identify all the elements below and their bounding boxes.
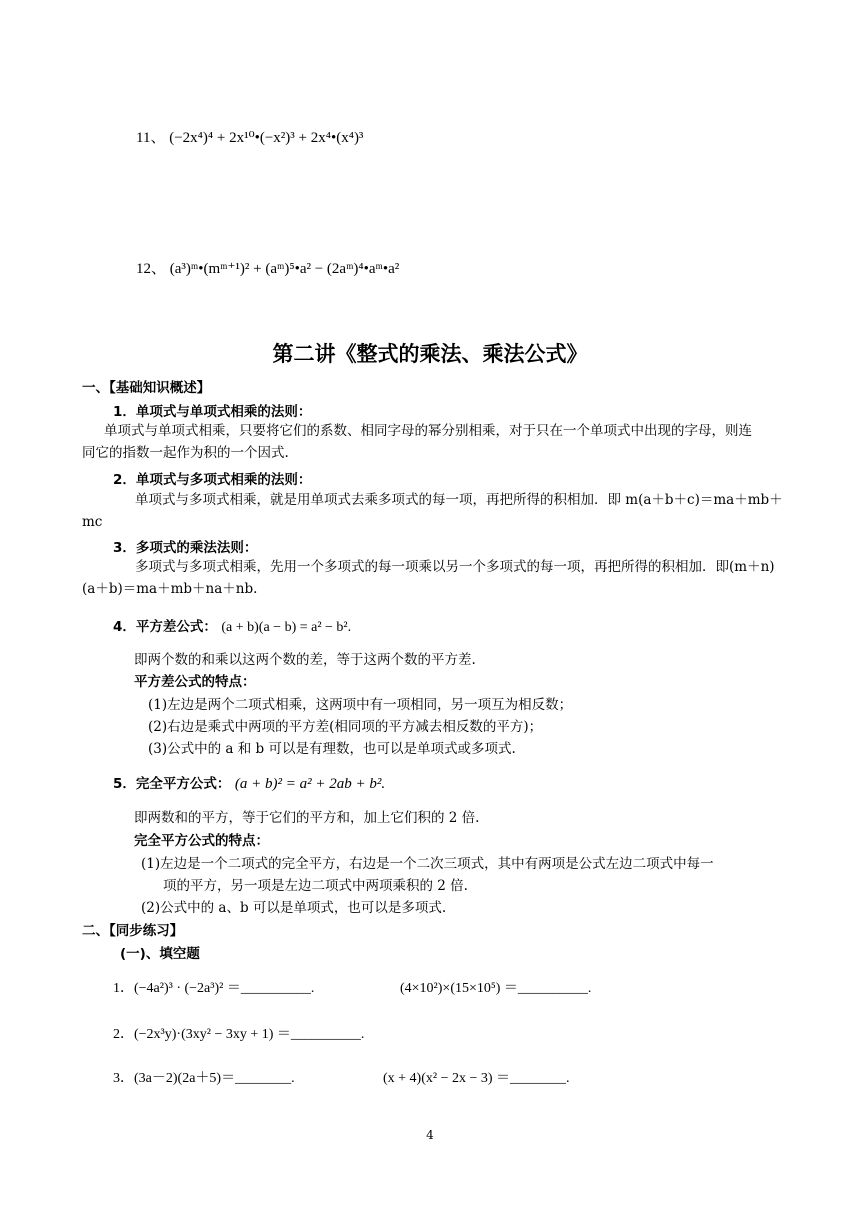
problem-11 <box>136 126 363 147</box>
item5-feat-heading: 完全平方公式的特点： <box>134 833 269 849</box>
perfect-square-formula: (a + b)² = a² + 2ab + b². <box>234 776 386 792</box>
problem-11-label: 11、 <box>136 130 166 146</box>
item5-feat2: (2)公式中的 a、b 可以是单项式，也可以是多项式. <box>141 900 447 916</box>
item1-text-content: 单项式与单项式相乘，只要将它们的系数、相同字母的幂分别相乘，对于只在一个单项式中出现的字母，则连同它的指数一起作为积的一个因式. <box>82 423 752 461</box>
difference-of-squares-formula: (a + b)(a − b) = a² − b². <box>221 620 352 635</box>
question-1b: (4×10²)×(15×10⁵) ＝__________. <box>400 981 592 996</box>
section1-heading: 一、【基础知识概述】 <box>82 380 211 396</box>
item4-desc: 即两个数的和乘以这两个数的差，等于这两个数的平方差. <box>134 652 476 668</box>
problem-12-expr: (a³)ᵐ•(mᵐ⁺¹)² + (aᵐ)⁵•a² − (2aᵐ)⁴•aᵐ•a² <box>169 261 400 277</box>
item3-heading: 3．多项式的乘法法则： <box>113 540 258 556</box>
item5-heading: 5．完全平方公式： <box>113 776 231 792</box>
problem-12-label: 12、 <box>136 261 167 277</box>
item5-feat1a: (1)左边是一个二项式的完全平方，右边是一个二次三项式，其中有两项是公式左边二项式中每一 <box>141 856 714 872</box>
item5-row <box>113 772 385 793</box>
item5-desc: 即两数和的平方，等于它们的平方和，加上它们积的 2 倍. <box>134 810 480 826</box>
item1-heading: 1．单项式与单项式相乘的法则： <box>113 404 312 420</box>
item3-text <box>82 556 784 600</box>
item2-text <box>82 489 784 533</box>
question-2: 2．(−2x³y)·(3xy² − 3xy + 1) ＝__________. <box>113 1027 365 1042</box>
section2-sub: (一)、填空题 <box>120 946 200 962</box>
question-3b: (x + 4)(x² − 2x − 3) ＝________. <box>383 1071 570 1086</box>
item4-heading: 4．平方差公式： <box>113 619 217 635</box>
problem-11-expr: (−2x⁴)⁴ + 2x¹⁰•(−x²)³ + 2x⁴•(x⁴)³ <box>169 130 364 146</box>
page-number: 4 <box>426 1128 434 1142</box>
item4-feat3: (3)公式中的 a 和 b 可以是有理数，也可以是单项式或多项式. <box>148 741 516 757</box>
item1-text <box>82 420 752 464</box>
item2-heading: 2．单项式与多项式相乘的法则： <box>113 472 312 488</box>
item5-feat1b: 项的平方，另一项是左边二项式中两项乘积的 2 倍. <box>163 878 468 894</box>
item4-row <box>113 615 351 636</box>
lecture-title: 第二讲《整式的乘法、乘法公式》 <box>272 342 588 366</box>
item2-text-content: 单项式与多项式相乘，就是用单项式去乘多项式的每一项，再把所得的积相加．即 m(a＋b＋c)＝ma＋mb＋mc <box>82 492 783 530</box>
section2-heading: 二、【同步练习】 <box>82 923 184 939</box>
item3-text-content: 多项式与多项式相乘，先用一个多项式的每一项乘以另一个多项式的每一项，再把所得的积相加．即(m＋n)(a＋b)＝ma＋mb＋na＋nb. <box>82 559 775 597</box>
question-3a: 3．(3a－2)(2a＋5)＝________. <box>113 1071 295 1086</box>
item4-feat1: (1)左边是两个二项式相乘，这两项中有一项相同，另一项互为相反数； <box>148 697 573 713</box>
problem-12 <box>136 257 399 278</box>
item4-feat-heading: 平方差公式的特点： <box>134 674 256 690</box>
item4-feat2: (2)右边是乘式中两项的平方差(相同项的平方减去相反数的平方)； <box>148 719 543 735</box>
question-1a: 1．(−4a²)³ · (−2a³)² ＝__________. <box>113 981 315 996</box>
